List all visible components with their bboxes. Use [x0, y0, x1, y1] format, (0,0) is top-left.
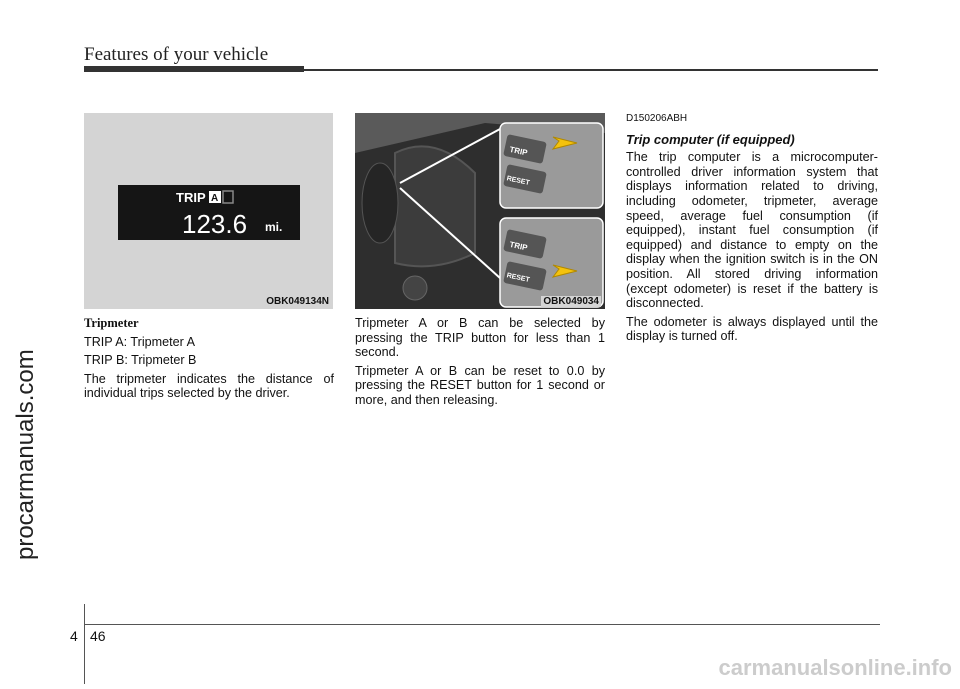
header-rule-thick — [84, 66, 304, 72]
column-trip-computer — [626, 112, 878, 348]
trip-reset-illustration — [355, 113, 605, 309]
odometer-paragraph: The odometer is always displayed until the display is turned off. — [626, 314, 878, 344]
bottom-inset-reset-label: RESET — [505, 272, 531, 284]
header-rule-thin — [300, 69, 878, 71]
column-trip-buttons — [355, 316, 605, 412]
bottom-inset-trip-label: TRIP — [508, 239, 529, 253]
watermark-bottom: carmanualsonline.info — [718, 655, 952, 680]
page-header-title: Features of your vehicle — [84, 44, 269, 65]
tripmeter-description: The tripmeter indicates the distance of individual trips selected by the driver. — [84, 371, 334, 401]
footer-divider — [84, 604, 85, 684]
footer-chapter-number: 4 — [70, 628, 78, 644]
figure-code: OBK049034 — [543, 296, 599, 307]
trip-select-paragraph: Tripmeter A or B can be selected by pressing the TRIP button for less than 1 second. — [355, 316, 605, 360]
watermark-left: procarmanuals.com — [12, 349, 39, 560]
trip-a-line: TRIP A: Tripmeter A — [84, 334, 196, 349]
section-code: D150206ABH — [626, 113, 688, 124]
trip-b-line: TRIP B: Tripmeter B — [84, 353, 197, 368]
figure-tripmeter-display — [84, 113, 333, 309]
display-trip-value: 123.6 — [182, 209, 248, 239]
section-heading-tripmeter: Tripmeter — [84, 316, 139, 330]
top-inset-trip-label: TRIP — [508, 144, 529, 158]
figure-trip-reset-buttons — [355, 113, 605, 309]
display-trip-letter: A — [211, 193, 219, 204]
display-unit: mi. — [265, 220, 283, 234]
display-trip-label: TRIP — [176, 190, 206, 205]
trip-reset-paragraph: Tripmeter A or B can be reset to 0.0 by pressing the RESET button for 1 second or more, and then releasing. — [355, 363, 605, 407]
section-heading-trip-computer: Trip computer (if equipped) — [626, 131, 795, 147]
footer-page-number: 46 — [90, 628, 106, 644]
footer-rule — [84, 624, 880, 625]
trip-computer-paragraph: The trip computer is a microcomputer-controlled driver information system that displays information related to driving, including odometer, tripmeter, average speed, average fuel consumption (if equipped), instant fuel consumption (if equipped) and distance to empty on the display when the ignition switch is in the ON position. All stored driving information (except odometer) is reset if the battery is disconnected. — [626, 150, 878, 311]
top-inset-reset-label: RESET — [505, 175, 531, 187]
tripmeter-display-illustration — [84, 113, 333, 309]
figure-code: OBK049134N — [266, 296, 329, 307]
column-tripmeter — [84, 316, 334, 405]
